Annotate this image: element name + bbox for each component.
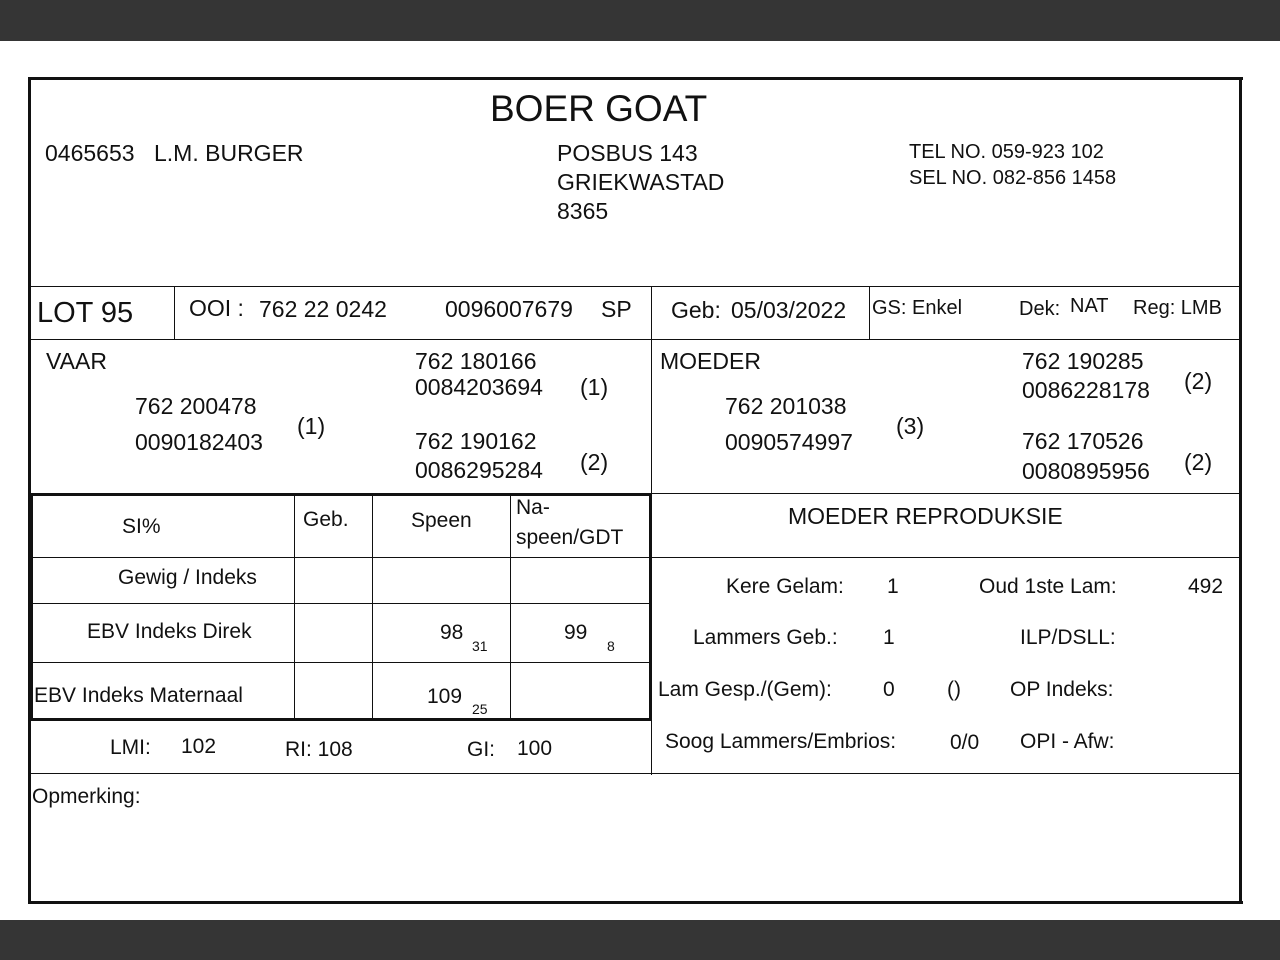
birth-date: 05/03/2022: [731, 297, 847, 323]
lmi-label: LMI:: [110, 736, 151, 759]
ri-value: RI: 108: [285, 738, 353, 761]
dam-label: MOEDER: [660, 348, 761, 374]
kere-gelam-label: Kere Gelam:: [726, 575, 844, 598]
speen-header: Speen: [411, 509, 472, 532]
lam-gesp-label: Lam Gesp./(Gem):: [658, 678, 832, 701]
soog-value: 0/0: [950, 731, 980, 754]
dam-dam-number: 762 170526: [1022, 428, 1144, 454]
kere-gelam-value: 1: [887, 575, 899, 598]
sire-dam-count: (2): [580, 449, 609, 475]
dam-sire-count: (2): [1184, 368, 1213, 394]
cellphone: SEL NO. 082-856 1458: [909, 167, 1117, 189]
dam-sire-number: 762 190285: [1022, 348, 1144, 374]
row-label-weight-index: Gewig / Indeks: [118, 566, 257, 589]
sire-number: 762 200478: [135, 393, 257, 419]
ilp-dsll-label: ILP/DSLL:: [1020, 626, 1116, 649]
top-dark-band: [0, 0, 1280, 41]
address-postcode: 8365: [557, 198, 609, 224]
sire-sire-number: 762 180166: [415, 348, 537, 374]
sire-label: VAAR: [46, 348, 107, 374]
ebv-direct-speen-accuracy: 31: [472, 638, 488, 654]
bottom-dark-band: [0, 920, 1280, 960]
page-title: BOER GOAT: [490, 88, 708, 129]
owner-name: L.M. BURGER: [154, 140, 304, 166]
naspeen-header-line1: Na-: [516, 496, 550, 519]
ebv-maternal-speen-accuracy: 25: [472, 701, 488, 717]
ooi-id-number: 0096007679: [445, 296, 573, 322]
mating-value: NAT: [1070, 295, 1109, 317]
dam-count: (3): [896, 413, 925, 439]
lot-number: LOT 95: [37, 297, 134, 329]
lmi-value: 102: [181, 735, 217, 758]
gi-label: GI:: [467, 738, 496, 761]
dam-dam-count: (2): [1184, 449, 1213, 475]
si-header: SI%: [122, 515, 161, 538]
sire-count: (1): [297, 413, 326, 439]
gi-value: 100: [517, 737, 553, 760]
sp-marker: SP: [601, 296, 632, 322]
ebv-direct-naspeen-accuracy: 8: [607, 638, 615, 654]
ebv-direct-naspeen: 99: [564, 621, 588, 644]
lammers-geb-label: Lammers Geb.:: [693, 626, 838, 649]
telephone: TEL NO. 059-923 102: [909, 141, 1104, 163]
dam-sire-id: 0086228178: [1022, 377, 1150, 403]
sire-dam-number: 762 190162: [415, 428, 537, 454]
birth-label: Geb:: [671, 297, 721, 323]
soog-label: Soog Lammers/Embrios:: [665, 730, 897, 753]
sire-sire-count: (1): [580, 374, 609, 400]
oud-lam-value: 492: [1188, 575, 1224, 598]
ebv-maternal-speen: 109: [427, 685, 463, 708]
reproduction-title: MOEDER REPRODUKSIE: [788, 503, 1063, 529]
registration: Reg: LMB: [1133, 297, 1222, 319]
ooi-number: 762 22 0242: [259, 296, 387, 322]
geb-header: Geb.: [303, 508, 349, 531]
dam-dam-id: 0080895956: [1022, 458, 1150, 484]
sire-sire-id: 0084203694: [415, 374, 543, 400]
op-indeks-label: OP Indeks:: [1010, 678, 1114, 701]
mating-label: Dek:: [1019, 298, 1061, 320]
ebv-direct-speen: 98: [440, 621, 464, 644]
naspeen-header-line2: speen/GDT: [516, 526, 624, 549]
owner-id: 0465653: [45, 140, 135, 166]
ooi-label: OOI :: [189, 295, 244, 321]
dam-id: 0090574997: [725, 429, 853, 455]
dam-number: 762 201038: [725, 393, 847, 419]
oud-lam-label: Oud 1ste Lam:: [979, 575, 1117, 598]
lammers-geb-value: 1: [883, 626, 895, 649]
address-line-2: GRIEKWASTAD: [557, 169, 725, 195]
sire-id: 0090182403: [135, 429, 263, 455]
birth-status: GS: Enkel: [872, 297, 963, 319]
address-line-1: POSBUS 143: [557, 140, 698, 166]
sire-dam-id: 0086295284: [415, 457, 543, 483]
lam-gesp-value: 0: [883, 678, 895, 701]
lam-gesp-gem: (): [947, 678, 961, 701]
row-label-ebv-direct: EBV Indeks Direk: [87, 620, 252, 643]
remarks-label: Opmerking:: [32, 785, 141, 808]
opi-afw-label: OPI - Afw:: [1020, 730, 1115, 753]
row-label-ebv-maternal: EBV Indeks Maternaal: [34, 684, 243, 707]
